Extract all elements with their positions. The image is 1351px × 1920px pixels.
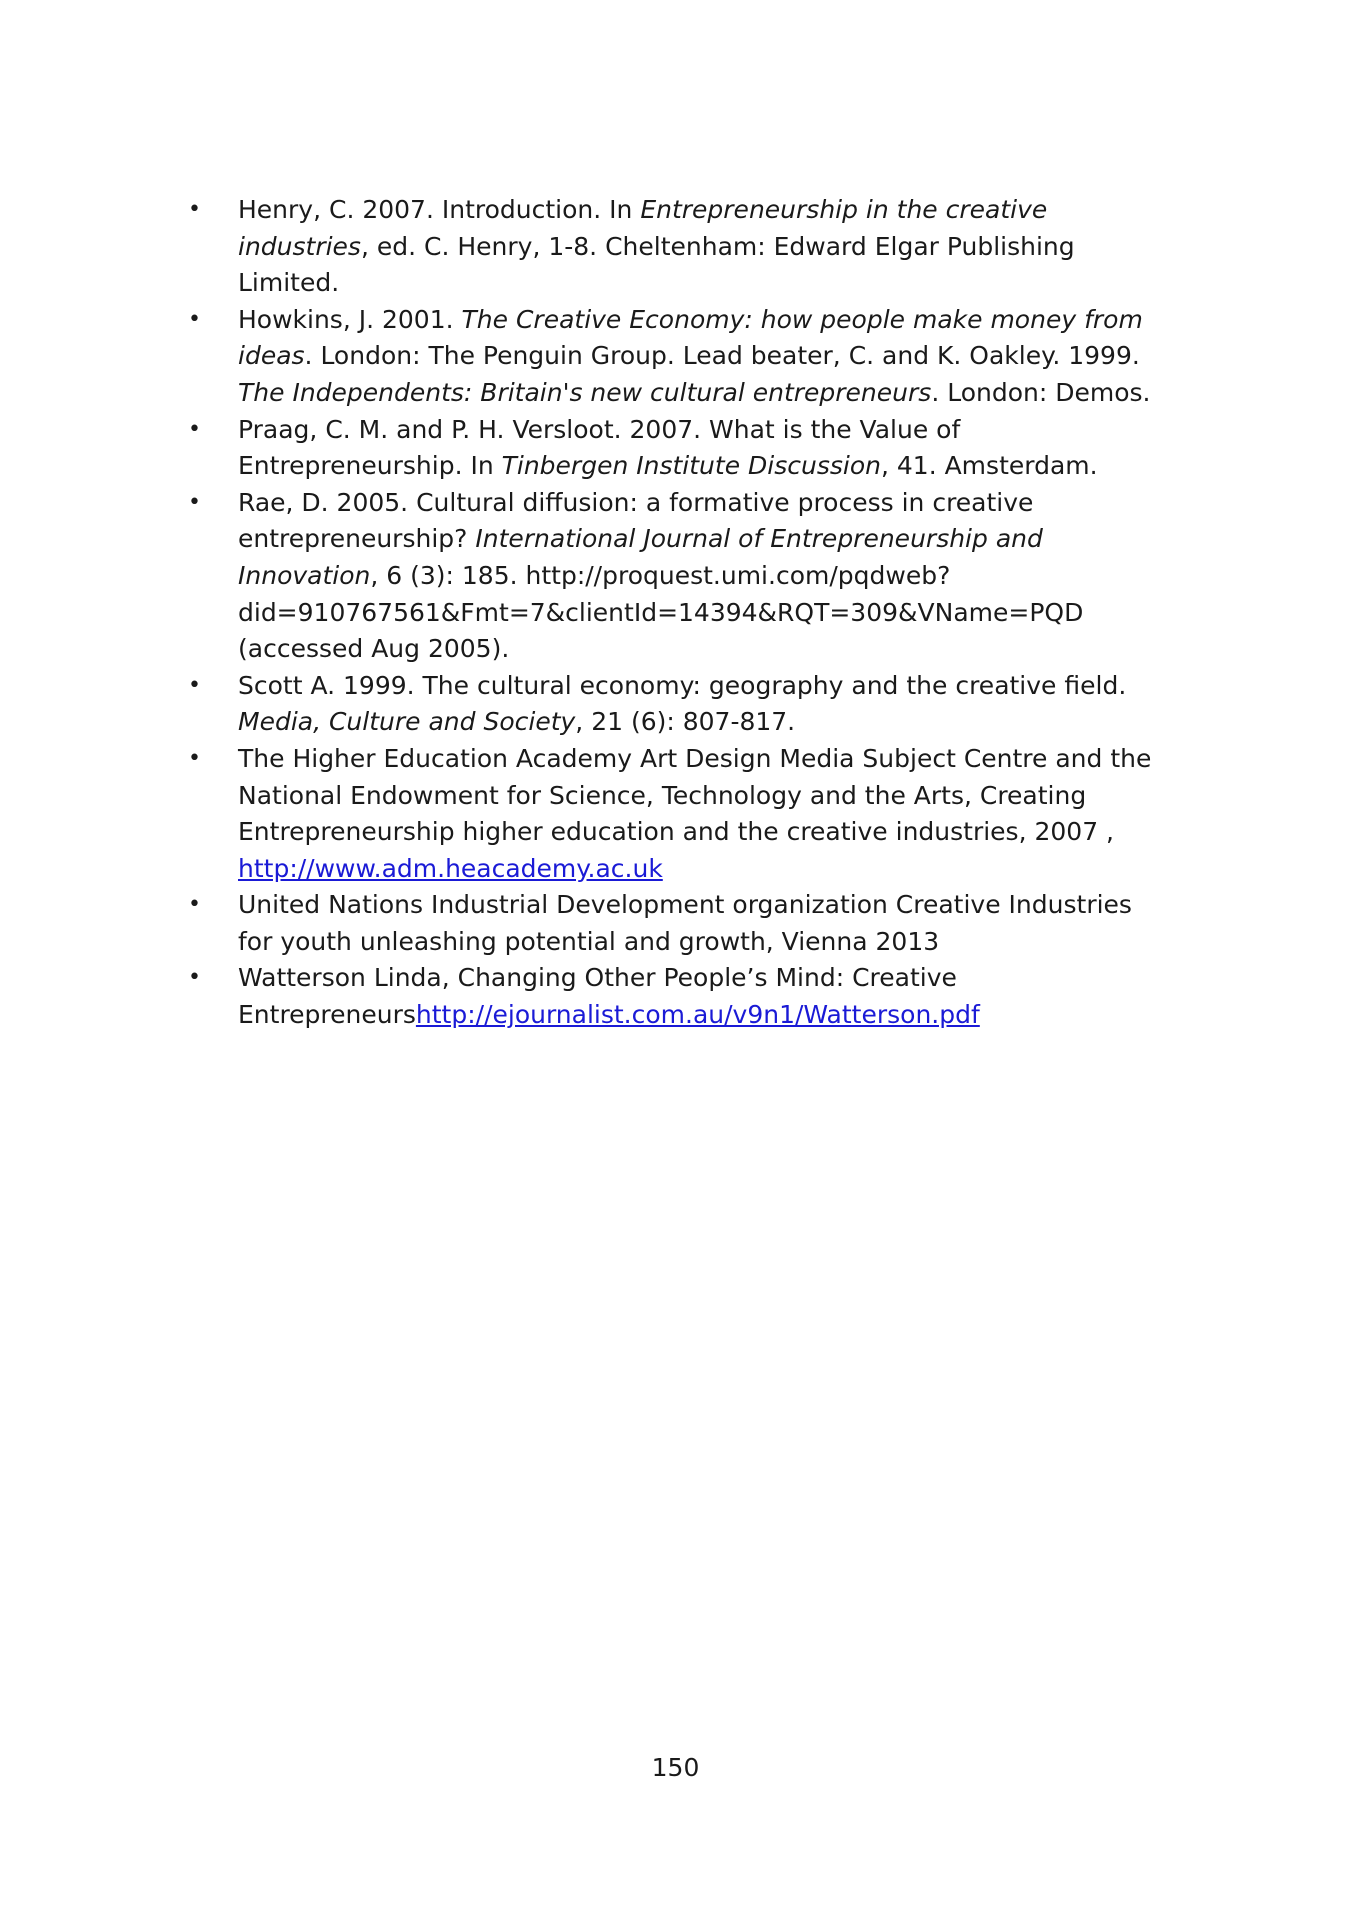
reference-link[interactable]: http://ejournalist.com.au/v9n1/Watterson.pdf	[415, 1000, 980, 1030]
reference-title-italic: The Creative Economy: how people make money from ideas	[238, 304, 1143, 371]
reference-item	[188, 887, 1158, 960]
reference-link[interactable]: http://www.adm.heacademy.ac.uk	[238, 853, 663, 883]
reference-list	[188, 192, 1158, 1034]
reference-text: Howkins, J. 2001.	[238, 304, 462, 334]
reference-text: Rae, D. 2005. Cultural diffusion: a formative process in creative entrepreneurship?	[238, 487, 1034, 554]
reference-text: . London: The Penguin Group. Lead beater, C. and K. Oakley. 1999.	[304, 341, 1140, 371]
bullet-icon: •	[188, 306, 201, 332]
bullet-icon: •	[188, 965, 201, 991]
bullet-icon: •	[188, 745, 201, 771]
reference-text: . London: Demos.	[931, 377, 1151, 407]
reference-item	[188, 960, 1158, 1033]
reference-text: The Higher Education Academy Art Design Media Subject Centre and the National Endowment for Science, Technology and the Arts, Creating Entrepreneurship higher education and the creative industries, 2007 ,	[238, 743, 1152, 847]
reference-item	[188, 302, 1158, 412]
reference-text: Praag, C. M. and P. H. Versloot. 2007. What is the Value of Entrepreneurship. In	[238, 414, 961, 481]
bullet-icon: •	[188, 892, 201, 918]
reference-title-italic: The Independents: Britain's new cultural entrepreneurs	[238, 377, 932, 407]
bullet-icon: •	[188, 489, 201, 515]
reference-text: , 6 (3): 185. http://proquest.umi.com/pqdweb?did=910767561&Fmt=7&clientId=14394&RQT=309&VName=PQD (accessed Aug 2005).	[238, 560, 1084, 664]
reference-item	[188, 485, 1158, 668]
reference-title-italic: Media, Culture and Society	[238, 707, 576, 737]
reference-title-italic: Tinbergen Institute Discussion	[501, 451, 881, 481]
reference-text: Watterson Linda, Changing Other People’s Mind: Creative Entrepreneurs	[238, 963, 957, 1030]
page-number: 150	[651, 1753, 700, 1782]
reference-text: United Nations Industrial Development organization Creative Industries for youth unleashing potential and growth, Vienna 2013	[238, 890, 1132, 956]
reference-item	[188, 668, 1158, 741]
reference-item	[188, 741, 1158, 887]
reference-text: Scott A. 1999. The cultural economy: geography and the creative field.	[238, 670, 1127, 700]
reference-title-italic: International Journal of Entrepreneurship and Innovation	[238, 524, 1043, 590]
reference-text: Henry, C. 2007. Introduction. In	[238, 195, 641, 224]
reference-title-italic: Entrepreneurship in the creative industries	[238, 195, 1048, 261]
bullet-icon: •	[188, 416, 201, 442]
reference-text: , 21 (6): 807-817.	[575, 707, 796, 737]
reference-item	[188, 192, 1158, 302]
reference-text: , ed. C. Henry, 1-8. Cheltenham: Edward Elgar Publishing Limited.	[238, 231, 1075, 298]
reference-text: , 41. Amsterdam.	[880, 451, 1098, 481]
bullet-icon: •	[188, 197, 201, 222]
reference-item	[188, 412, 1158, 485]
bullet-icon: •	[188, 672, 201, 698]
